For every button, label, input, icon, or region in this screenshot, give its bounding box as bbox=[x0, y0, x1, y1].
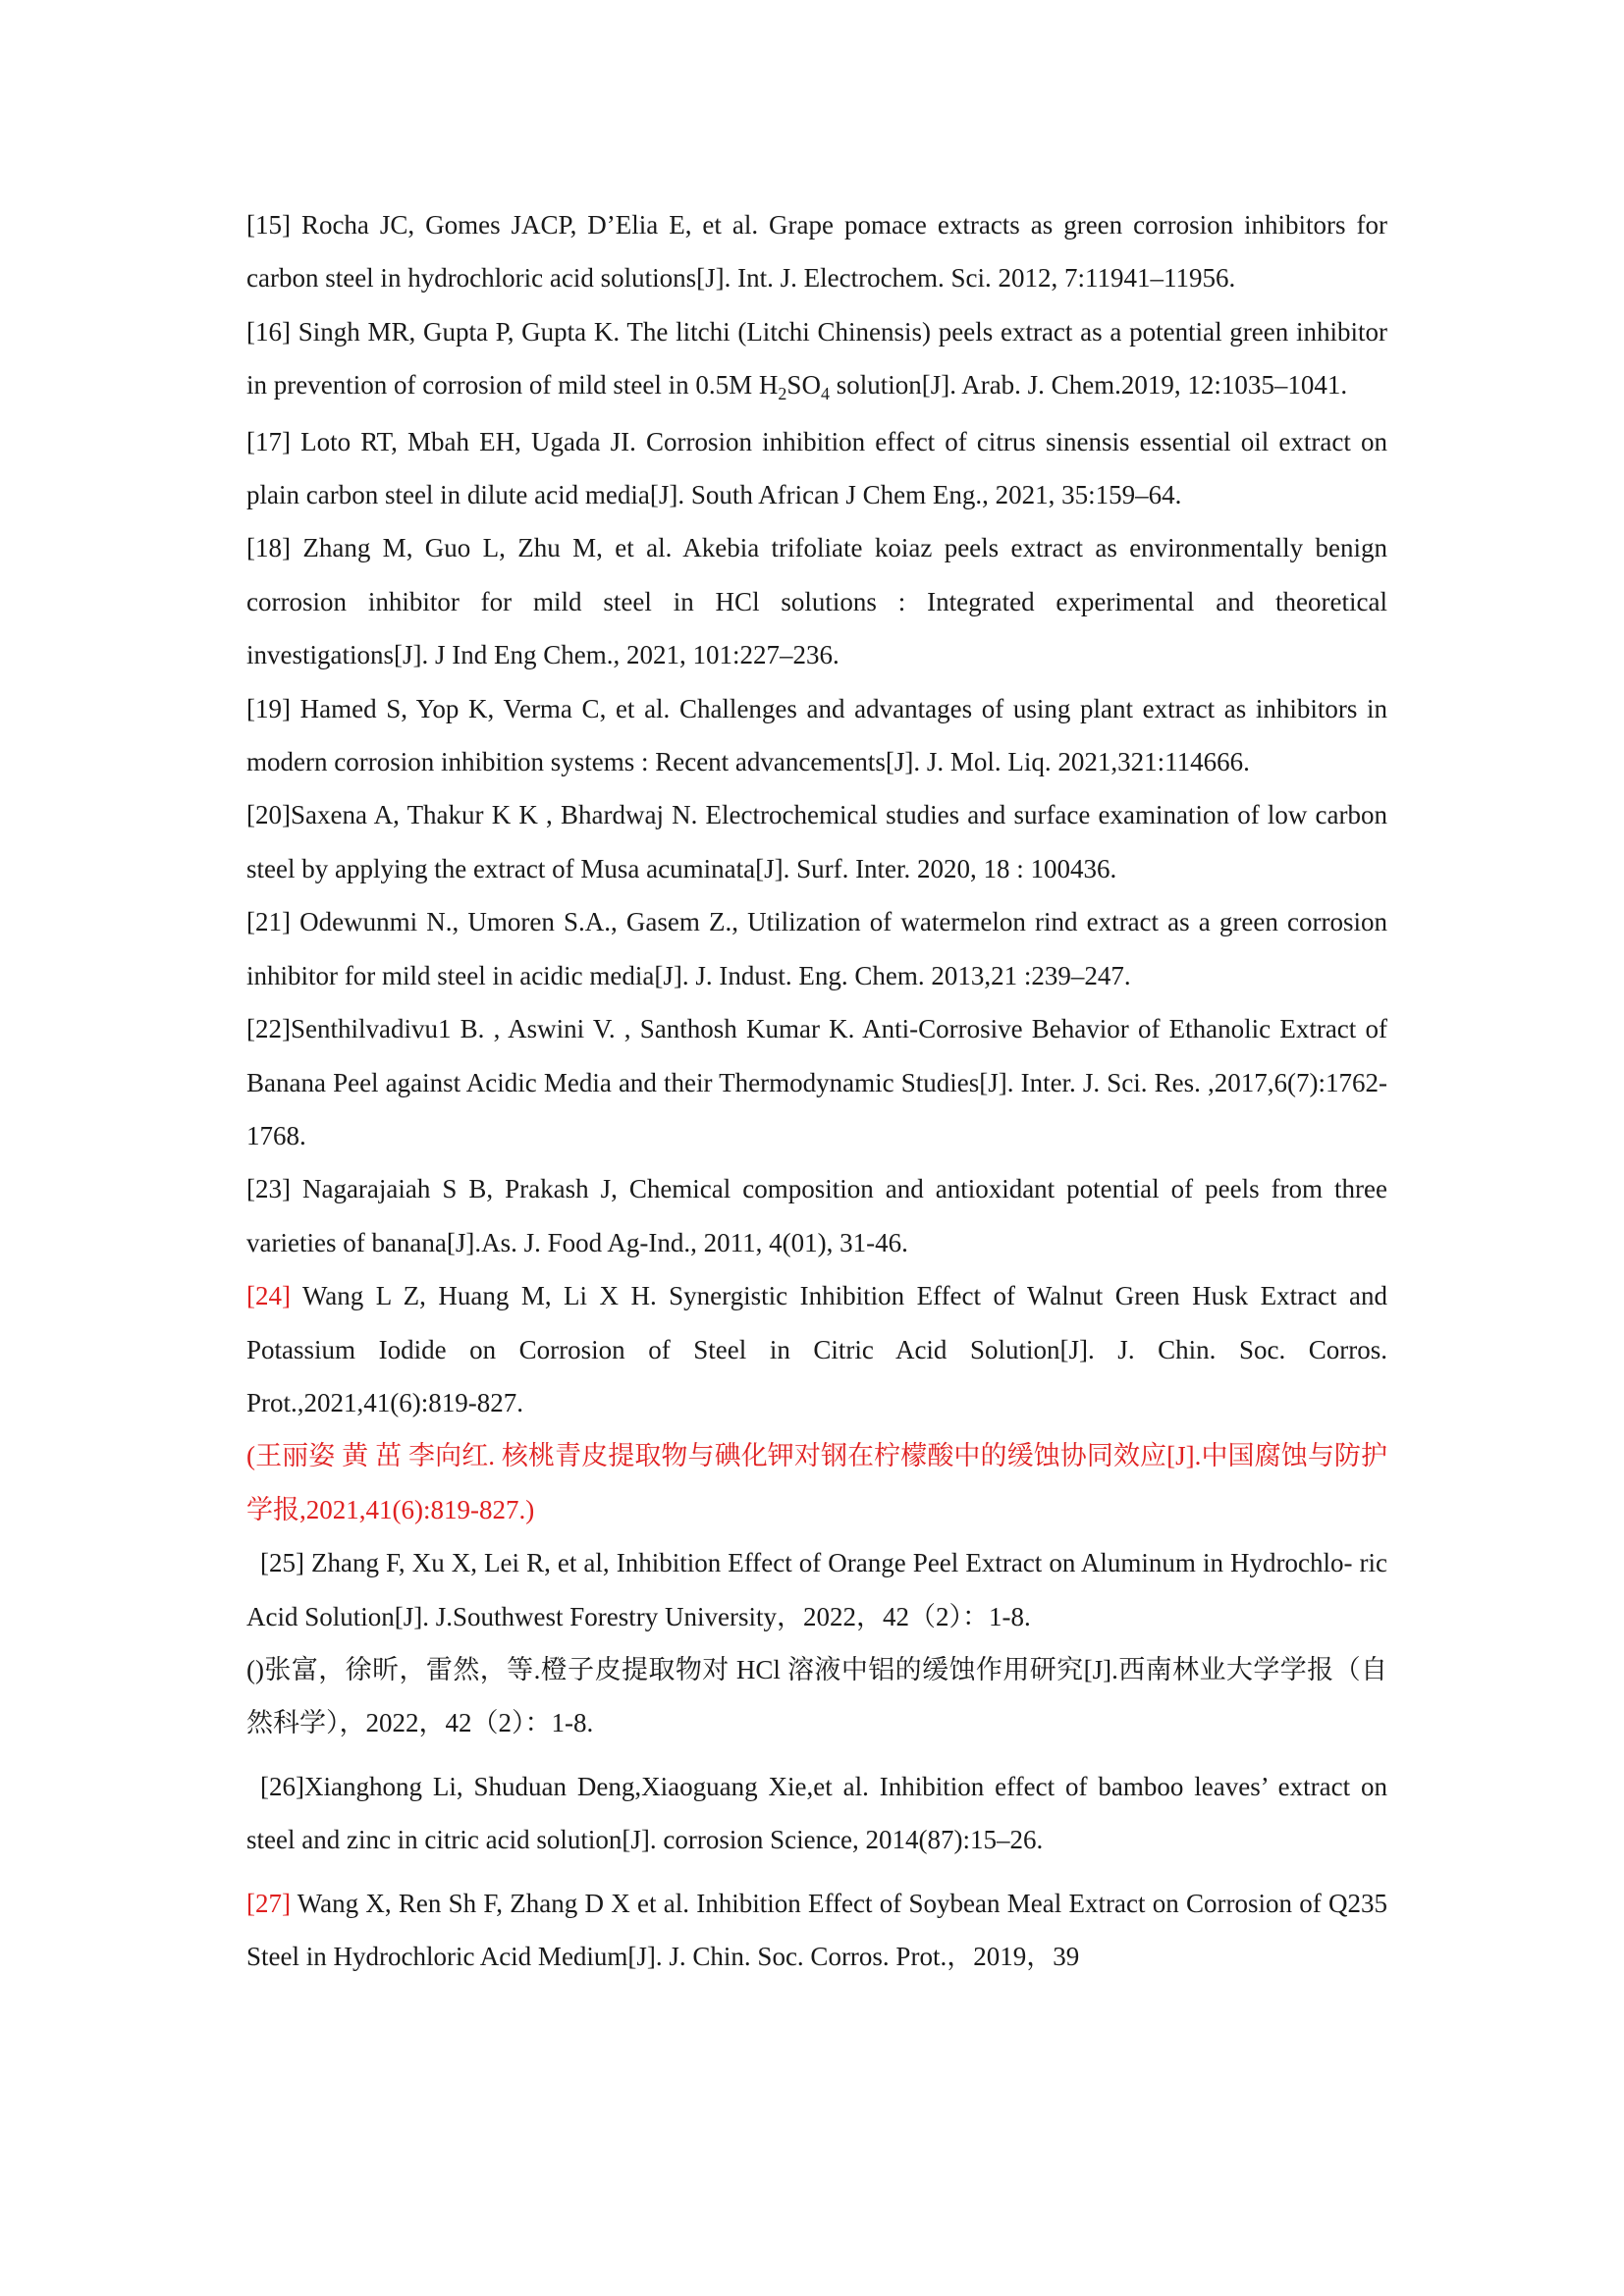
reference-27-number: [27] bbox=[246, 1888, 291, 1918]
reference-17: [17] Loto RT, Mbah EH, Ugada JI. Corrosion inhibition effect of citrus sinensis essential oil extract on plain carbon steel in dilute acid media[J]. South African J Chem Eng., 2021, 35:159–64. bbox=[246, 426, 1387, 510]
reference-25: [25] Zhang F, Xu X, Lei R, et al, Inhibition Effect of Orange Peel Extract on Aluminum in Hydrochlo- ric Acid Solution[J]. J.Southwest Forestry University，2022，42（2）：1-8. bbox=[246, 1548, 1387, 1631]
reference-list bbox=[246, 198, 1387, 1983]
reference-16 bbox=[246, 305, 1387, 415]
subscript-2: 2 bbox=[778, 384, 787, 404]
reference-18: [18] Zhang M, Guo L, Zhu M, et al. Akebia trifoliate koiaz peels extract as environmentally benign corrosion inhibitor for mild steel in HCl solutions : Integrated experimental and theoretical investigations[J]. J Ind Eng Chem., 2021, 101:227–236. bbox=[246, 533, 1387, 670]
reference-16-text-a: [16] Singh MR, Gupta P, Gupta K. The litchi (Litchi Chinensis) peels extract as a potential green inhibitor in prevention of corrosion of mild steel in 0.5M H bbox=[246, 316, 1387, 400]
subscript-4: 4 bbox=[820, 384, 830, 404]
reference-24-text: Wang L Z, Huang M, Li X H. Synergistic Inhibition Effect of Walnut Green Husk Extract and Potassium Iodide on Corrosion of Steel in Citric Acid Solution[J]. J. Chin. Soc. Corros. Prot.,2021,41(6):819-827. bbox=[246, 1281, 1387, 1417]
reference-15: [15] Rocha JC, Gomes JACP, D’Elia E, et al. Grape pomace extracts as green corrosion inhibitors for carbon steel in hydrochloric acid solutions[J]. Int. J. Electrochem. Sci. 2012, 7:11941–11956. bbox=[246, 210, 1387, 294]
reference-24-chinese: (王丽姿 黄 茁 李向红. 核桃青皮提取物与碘化钾对钢在柠檬酸中的缓蚀协同效应[J].中国腐蚀与防护学报,2021,41(6):819-827.) bbox=[246, 1441, 1387, 1524]
reference-22: [22]Senthilvadivu1 B. , Aswini V. , Santhosh Kumar K. Anti-Corrosive Behavior of Ethanolic Extract of Banana Peel against Acidic Media and their Thermodynamic Studies[J]. Inter. J. Sci. Res. ,2017,6(7):1762-1768. bbox=[246, 1014, 1387, 1150]
reference-24-number: [24] bbox=[246, 1281, 291, 1311]
reference-16-text-c: solution[J]. Arab. J. Chem.2019, 12:1035–1041. bbox=[829, 370, 1348, 400]
reference-27-text: Wang X, Ren Sh F, Zhang D X et al. Inhibition Effect of Soybean Meal Extract on Corrosion of Q235 Steel in Hydrochloric Acid Medium[J]. J. Chin. Soc. Corros. Prot.，2019，39 bbox=[246, 1888, 1387, 1971]
reference-24 bbox=[246, 1269, 1387, 1429]
reference-25-chinese: ()张富，徐昕，雷然，等.橙子皮提取物对 HCl 溶液中铝的缓蚀作用研究[J].西南林业大学学报（自然科学），2022，42（2）：1-8. bbox=[246, 1654, 1387, 1738]
reference-26: [26]Xianghong Li, Shuduan Deng,Xiaoguang Xie,et al. Inhibition effect of bamboo leaves’ extract on steel and zinc in citric acid solution[J]. corrosion Science, 2014(87):15–26. bbox=[246, 1771, 1387, 1855]
reference-16-text-b: SO bbox=[786, 370, 821, 400]
reference-23: [23] Nagarajaiah S B, Prakash J, Chemical composition and antioxidant potential of peels from three varieties of banana[J].As. J. Food Ag-Ind., 2011, 4(01), 31-46. bbox=[246, 1174, 1387, 1257]
reference-19: [19] Hamed S, Yop K, Verma C, et al. Challenges and advantages of using plant extract as inhibitors in modern corrosion inhibition systems : Recent advancements[J]. J. Mol. Liq. 2021,321:114666. bbox=[246, 693, 1387, 777]
reference-27 bbox=[246, 1877, 1387, 1984]
reference-21: [21] Odewunmi N., Umoren S.A., Gasem Z., Utilization of watermelon rind extract as a green corrosion inhibitor for mild steel in acidic media[J]. J. Indust. Eng. Chem. 2013,21 :239–247. bbox=[246, 907, 1387, 990]
reference-20: [20]Saxena A, Thakur K K , Bhardwaj N. Electrochemical studies and surface examination of low carbon steel by applying the extract of Musa acuminata[J]. Surf. Inter. 2020, 18 : 100436. bbox=[246, 800, 1387, 883]
